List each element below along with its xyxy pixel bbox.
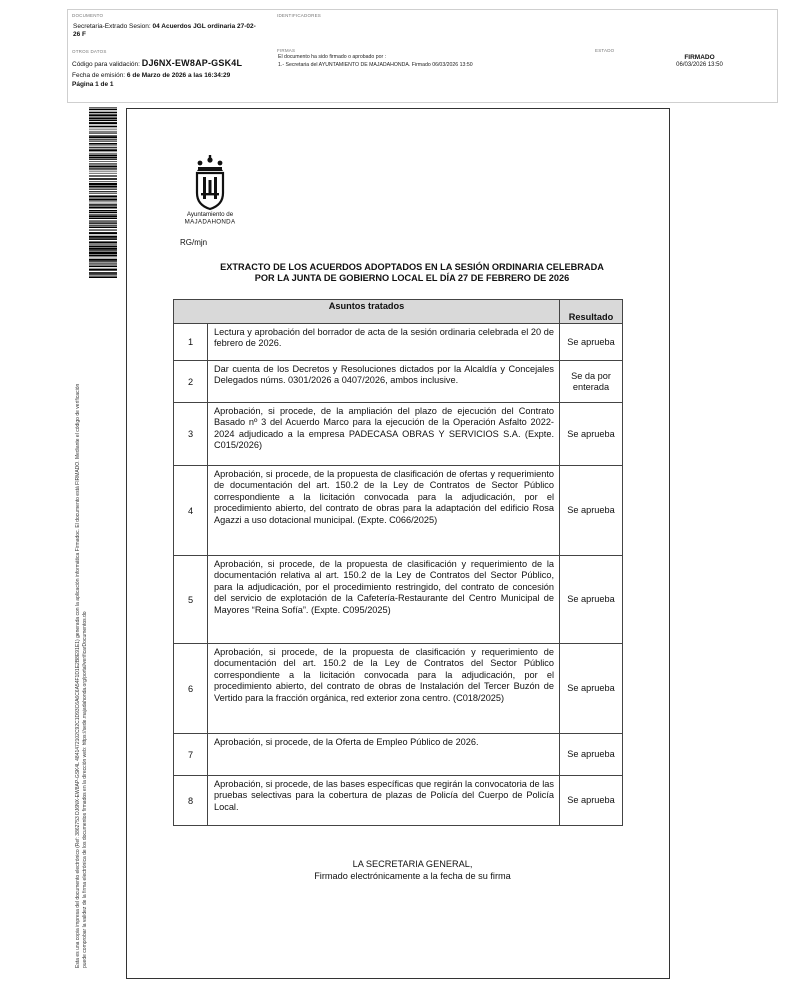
header-asuntos: Asuntos tratados <box>174 300 560 324</box>
row-number: 1 <box>174 324 208 361</box>
coat-of-arms-logo <box>178 155 242 225</box>
row-result: Se aprueba <box>560 403 623 466</box>
row-number: 3 <box>174 403 208 466</box>
side-verification-text <box>75 268 88 968</box>
row-subject: Aprobación, si procede, de la Oferta de Empleo Público de 2026. <box>208 734 560 776</box>
row-number: 5 <box>174 556 208 644</box>
side-text-line1: Esta es una copia impresa del documento electrónico (Ref: 3862753 DJ6NX-EW8AP-GSK4L 4841472102C92C1D93C6A6C6A54F1D1E2B8E91E1) generada con la aplicación informática Firmadoc. El documento está FIRMADO. Mediante el código de verificación <box>75 383 81 968</box>
otros-datos-cell <box>68 46 274 102</box>
barcode-icon <box>89 107 117 279</box>
header-resultado: Resultado <box>560 300 623 324</box>
row-subject: Aprobación, si procede, de la propuesta de clasificación y requerimiento de documentación del art. 150.2 de la Ley de Contratos del Sector Público correspondiente a la licitación convocada para la adjudicación, por el procedimiento abierto, del contrato de obras de Instalación del Tercer Buzón de Vertido para la fracción orgánica, red exterior zona centro. (C018/2025) <box>208 644 560 734</box>
row-number: 4 <box>174 466 208 556</box>
firmas-cell <box>274 46 592 102</box>
table-row <box>174 403 623 466</box>
page-count: Página 1 de 1 <box>72 81 114 88</box>
row-number: 6 <box>174 644 208 734</box>
identificadores-label: IDENTIFICADORES <box>277 13 322 18</box>
document-name: Secretaria-Extrado Sesion: 04 Acuerdos JGL ordinaria 27-02-26 F <box>73 23 256 38</box>
side-text-line2: puede comprobar la validez de la firma electrónica de los documentos firmados en la dirección web: https://sede.majadahonda.org/portal/verificarDocumentos.do <box>81 611 88 968</box>
firmas-line2: 1.- Secretaria del AYUNTAMIENTO DE MAJADAHONDA. Firmado 06/03/2026 13:50 <box>278 62 473 68</box>
table-header-row <box>174 300 623 324</box>
row-subject: Aprobación, si procede, de la propuesta de clasificación de ofertas y requerimiento de documentación del art. 150.2 de la Ley de Contratos de Sector Público correspondiente a la licitación convocada para la adjudicación, por el procedimiento abierto, del contrato de obras para la adaptación del edificio Rosa Agazzi a uso dotacional municipal. (Expte. C066/2025) <box>208 466 560 556</box>
agreements-table <box>173 299 623 826</box>
row-subject: Lectura y aprobación del borrador de acta de la sesión ordinaria celebrada el 20 de febrero de 2026. <box>208 324 560 361</box>
signature-title: LA SECRETARIA GENERAL, <box>352 859 473 869</box>
row-result: Se aprueba <box>560 324 623 361</box>
signature-block <box>270 858 555 882</box>
row-result: Se aprueba <box>560 556 623 644</box>
status-date: 06/03/2026 13:50 <box>676 62 723 68</box>
reference-initials: RG/mjn <box>180 238 208 247</box>
title-line2: POR LA JUNTA DE GOBIERNO LOCAL EL DÍA 27 DE FEBRERO DE 2026 <box>254 273 570 283</box>
identificadores-cell <box>274 10 777 46</box>
table-row <box>174 644 623 734</box>
row-result: Se aprueba <box>560 466 623 556</box>
row-result: Se da por enterada <box>560 361 623 403</box>
documento-label: DOCUMENTO <box>72 13 104 18</box>
row-result: Se aprueba <box>560 734 623 776</box>
row-result: Se aprueba <box>560 644 623 734</box>
row-subject: Aprobación, si procede, de las bases específicas que regirán la convocatoria de las pruebas selectivas para la cobertura de plazas de Policía del Cuerpo de Policía Local. <box>208 776 560 826</box>
table-row <box>174 556 623 644</box>
estado-label: ESTADO <box>595 48 615 53</box>
estado-cell <box>592 46 777 102</box>
row-subject: Aprobación, si procede, de la ampliación del plazo de ejecución del Contrato Basado nº 3 del Acuerdo Marco para la ejecución de la Operación Asfalto 2022-2024 adjudicado a la empresa PADECASA OBRAS Y SERVICIOS S.A. (Expte. C015/2026) <box>208 403 560 466</box>
row-result: Se aprueba <box>560 776 623 826</box>
row-subject: Dar cuenta de los Decretos y Resoluciones dictados por la Alcaldía y Concejales Delegados núms. 0301/2026 a 0407/2026, ambos inclusive. <box>208 361 560 403</box>
signature-note: Firmado electrónicamente a la fecha de su firma <box>314 871 511 881</box>
document-title <box>172 262 652 284</box>
title-line1: EXTRACTO DE LOS ACUERDOS ADOPTADOS EN LA SESIÓN ORDINARIA CELEBRADA <box>220 262 604 272</box>
table-row <box>174 466 623 556</box>
table-row <box>174 734 623 776</box>
table-row <box>174 324 623 361</box>
row-number: 7 <box>174 734 208 776</box>
table-row <box>174 361 623 403</box>
logo-text-line1: Ayuntamiento de <box>186 211 234 218</box>
documento-cell <box>68 10 274 46</box>
row-subject: Aprobación, si procede, de la propuesta de clasificación y requerimiento de la documentación relativa al art. 150.2 de la Ley de Contratos del Sector Público, para la adjudicación, por el procedimiento restringido, del contrato de concesión del servicio de explotación de la Cafetería-Restaurante del Centro Municipal de Mayores “Reina Sofía”. (Expte. C095/2025) <box>208 556 560 644</box>
document-header <box>67 9 778 103</box>
row-number: 8 <box>174 776 208 826</box>
validation-code-value: DJ6NX-EW8AP-GSK4L <box>141 58 243 68</box>
logo-text-line2: MAJADAHONDA <box>184 218 236 225</box>
status-badge: FIRMADO <box>684 54 715 61</box>
row-number: 2 <box>174 361 208 403</box>
emission-date: Fecha de emisión: 6 de Marzo de 2026 a las 16:34:29 <box>72 72 231 79</box>
firmas-label: FIRMAS <box>277 48 296 53</box>
table-row <box>174 776 623 826</box>
firmas-line1: El documento ha sido firmado o aprobado por : <box>278 54 387 60</box>
validation-code: Código para validación: DJ6NX-EW8AP-GSK4L <box>72 58 243 68</box>
otros-datos-label: OTROS DATOS <box>72 49 107 54</box>
